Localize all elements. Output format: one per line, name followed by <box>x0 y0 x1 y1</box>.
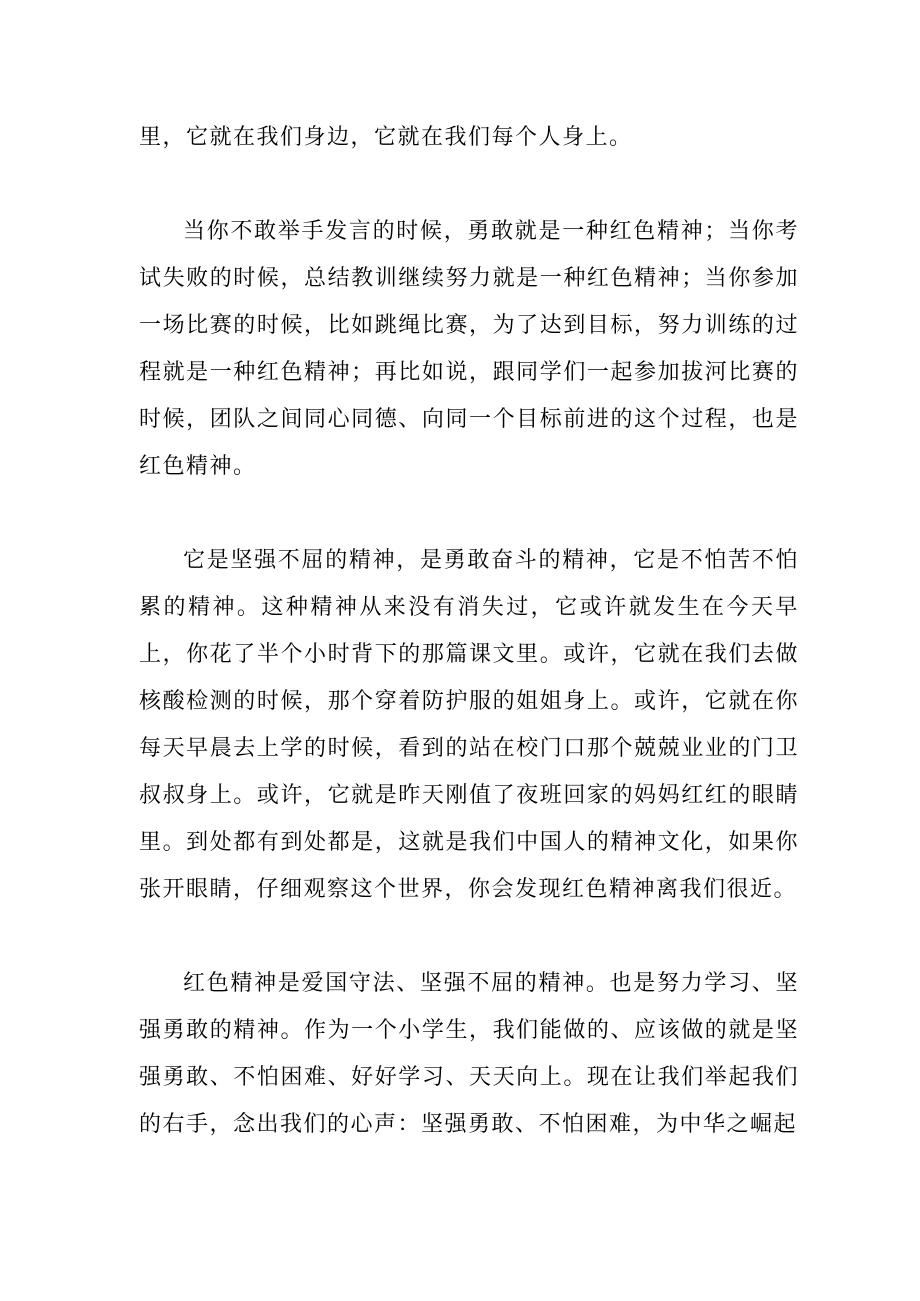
paragraph-2: 当你不敢举手发言的时候，勇敢就是一种红色精神；当你考试失败的时候，总结教训继续努力就是一种红色精神；当你参加一场比赛的时候，比如跳绳比赛，为了达到目标，努力训练的过程就是一种红色精神；再比如说，跟同学们一起参加拔河比赛的时候，团队之间同心同德、向同一个目标前进的这个过程，也是红色精神。 <box>139 219 799 479</box>
document-body <box>139 114 799 1195</box>
paragraph-3: 它是坚强不屈的精神，是勇敢奋斗的精神，它是不怕苦不怕累的精神。这种精神从来没有消失过，它或许就发生在今天早上，你花了半个小时背下的那篇课文里。或许，它就在我们去做核酸检测的时候，那个穿着防护服的姐姐身上。或许，它就在你每天早晨去上学的时候，看到的站在校门口那个兢兢业业的门卫叔叔身上。或许，它就是昨天刚值了夜班回家的妈妈红红的眼睛里。到处都有到处都是，这就是我们中国人的精神文化，如果你张开眼睛，仔细观察这个世界，你会发现红色精神离我们很近。 <box>139 548 799 902</box>
paragraph-4: 红色精神是爱国守法、坚强不屈的精神。也是努力学习、坚强勇敢的精神。作为一个小学生，我们能做的、应该做的就是坚强勇敢、不怕困难、好好学习、天天向上。现在让我们举起我们的右手，念出我们的心声：坚强勇敢、不怕困难，为中华之崛起 <box>139 971 799 1137</box>
paragraph-1: 里，它就在我们身边，它就在我们每个人身上。 <box>139 125 633 150</box>
